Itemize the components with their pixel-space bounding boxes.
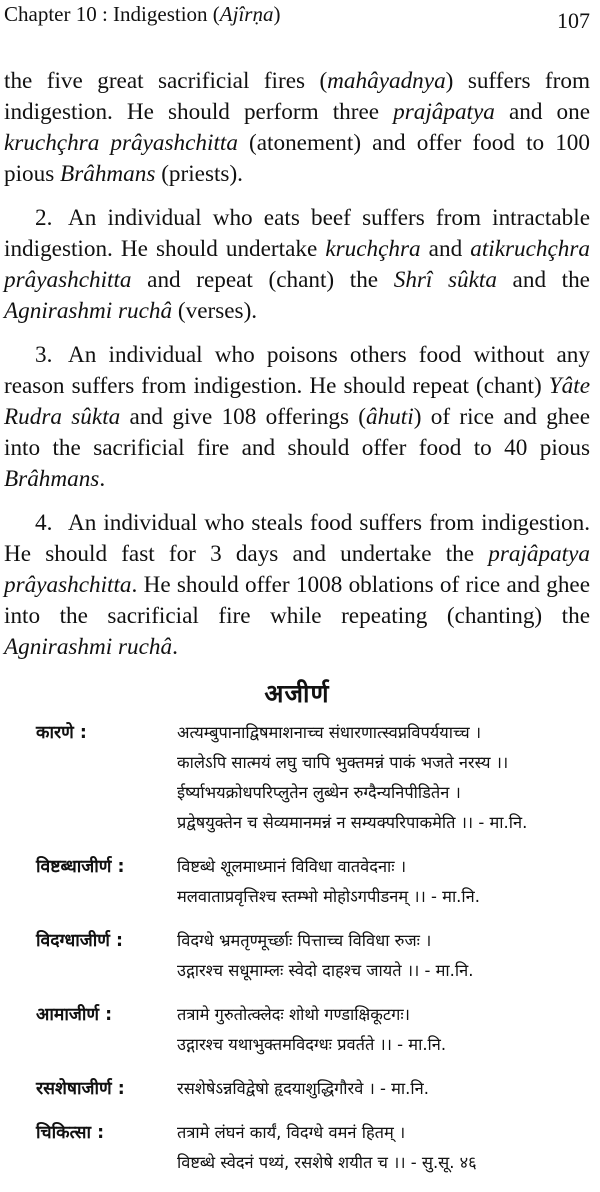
verse-label: कारणे :: [36, 723, 87, 743]
italic-term: Brâhmans: [60, 161, 156, 187]
verse-entry: [4, 926, 590, 986]
paragraph-text: An individual who steals food suffers from indigestion. He should fast for 3 days and undertake the: [4, 510, 590, 567]
verse-line: विष्टब्धे शूलमाध्मानं विविधा वातवेदनाः ।: [177, 857, 407, 876]
paragraph: [4, 340, 590, 495]
paragraph-number: 4.: [35, 510, 53, 536]
verse-line: प्रद्वेषयुक्तेन च सेव्यमानमन्नं न सम्यक्परिपाकमेति ।। - मा.नि.: [177, 813, 528, 832]
paragraph-text: and repeat (chant) the: [131, 267, 394, 293]
verse-line: तत्रामे लंघनं कार्यं, विदग्धे वमनं हितम् ।: [177, 1123, 406, 1142]
italic-term: âhuti: [366, 404, 414, 430]
verse-line: उद्गारश्च सधूमाम्लः स्वेदो दाहश्च जायते ।। - मा.नि.: [177, 961, 474, 980]
italic-term: kruchçhra: [325, 236, 421, 262]
verse-label: विष्टब्धाजीर्ण :: [36, 857, 125, 877]
sanskrit-heading: अजीर्ण: [264, 679, 330, 708]
italic-term: mahâyadnya: [327, 68, 446, 94]
paragraph-text: and the: [496, 267, 590, 293]
verse-lines: [177, 1118, 590, 1178]
english-paragraphs: [4, 66, 590, 663]
verse-lines: [177, 852, 590, 912]
verse-lines: [177, 1074, 590, 1104]
paragraph: [4, 66, 590, 190]
paragraph-text: (atonement) and offer food to 100 pious: [4, 130, 590, 187]
verse-entry: [4, 1118, 590, 1178]
italic-term: prajâpatya prâyashchitta: [4, 541, 590, 598]
paragraph-text: An individual who eats beef suffers from intractable indigestion. He should undertake: [4, 205, 590, 262]
page-body: [4, 66, 590, 1192]
italic-term: Agnirashmi ruchâ: [4, 634, 173, 660]
verse-entry: [4, 1074, 590, 1104]
paragraph-text: the five great sacrificial fires (: [4, 68, 328, 94]
chapter-title-italic: Ajîrṇa: [219, 2, 274, 26]
paragraph-text: and: [420, 236, 471, 262]
verse-lines: [177, 718, 590, 838]
paragraph-number: 2.: [35, 205, 53, 231]
paragraph: [4, 508, 590, 663]
verse-line: अत्यम्बुपानाद्विषमाशनाच्च संधारणात्स्वप्नविपर्ययाच्च ।: [177, 723, 482, 742]
verse-lines: [177, 1000, 590, 1060]
verse-line: कालेऽपि सात्मयं लघु चापि भुक्तमन्नं पाकं भजते नरस्य ।।: [177, 753, 509, 772]
verse-label: विदग्धाजीर्ण :: [36, 931, 124, 951]
italic-term: atikruchçhra prâyashchitta: [4, 236, 590, 293]
sanskrit-entries: [4, 718, 590, 1178]
verse-entry: [4, 1000, 590, 1060]
italic-term: kruchçhra prâyashchitta: [4, 130, 238, 156]
paragraph-number: 3.: [35, 342, 53, 368]
running-header: [4, 2, 590, 33]
paragraph-text: . He should offer 1008 oblations of rice and ghee into the sacrificial fire while repeating (chanting) the: [4, 572, 590, 629]
verse-entry: [4, 718, 590, 838]
verse-line: ईर्ष्याभयक्रोधपरिप्लुतेन लुब्धेन रुग्दैन्यनिपीडितेन ।: [177, 783, 461, 802]
paragraph-text: .: [172, 634, 178, 660]
verse-line: मलवाताप्रवृत्तिश्च स्तम्भो मोहोऽगपीडनम् ।। - मा.नि.: [177, 887, 480, 906]
verse-label: रसशेषाजीर्ण :: [36, 1079, 125, 1099]
paragraph-text: and give 108 offerings (: [120, 404, 367, 430]
paragraph: [4, 203, 590, 327]
verse-line: रसशेषेऽन्नविद्वेषो हृदयाशुद्धिगौरवे । - मा.नि.: [177, 1079, 429, 1098]
paragraph-text: .: [99, 466, 106, 492]
paragraph-text: (priests).: [155, 161, 243, 187]
verse-label: चिकित्सा :: [36, 1123, 105, 1143]
verse-line: विष्टब्धे स्वेदनं पथ्यं, रसशेषे शयीत च ।। - सु.सू. ४६: [177, 1153, 477, 1172]
paragraph-text: An individual who poisons others food without any reason suffers from indigestion. He should repeat (chant): [4, 342, 590, 399]
italic-term: Yâte Rudra sûkta: [4, 373, 590, 430]
italic-term: Agnirashmi ruchâ: [4, 298, 173, 324]
paragraph-text: and one: [494, 99, 590, 125]
page-number: 107: [557, 8, 590, 33]
italic-term: Shrî sûkta: [393, 267, 497, 293]
paragraph-text: (verses).: [172, 298, 258, 324]
italic-term: Brâhmans: [4, 466, 100, 492]
verse-label: आमाजीर्ण :: [36, 1005, 113, 1025]
verse-line: उद्गारश्च यथाभुक्तमविदग्धः प्रवर्तते ।। - मा.नि.: [177, 1035, 447, 1054]
verse-entry: [4, 852, 590, 912]
paragraph-text: ) of rice and ghee into the sacrificial fire and should offer food to 40 pious: [4, 404, 590, 461]
verse-line: तत्रामे गुरुतोत्क्लेदः शोथो गण्डाक्षिकूटगः।: [177, 1005, 410, 1024]
chapter-title-text: Chapter 10 : Indigestion (: [4, 2, 220, 26]
chapter-title: [4, 2, 280, 27]
italic-term: prajâpatya: [393, 99, 495, 125]
verse-lines: [177, 926, 590, 986]
paragraph-text: ) suffers from indigestion. He should perform three: [4, 68, 590, 125]
verse-line: विदग्धे भ्रमतृण्मूर्च्छाः पित्ताच्च विविधा रुजः ।: [177, 931, 432, 950]
chapter-title-end: ): [273, 2, 281, 26]
